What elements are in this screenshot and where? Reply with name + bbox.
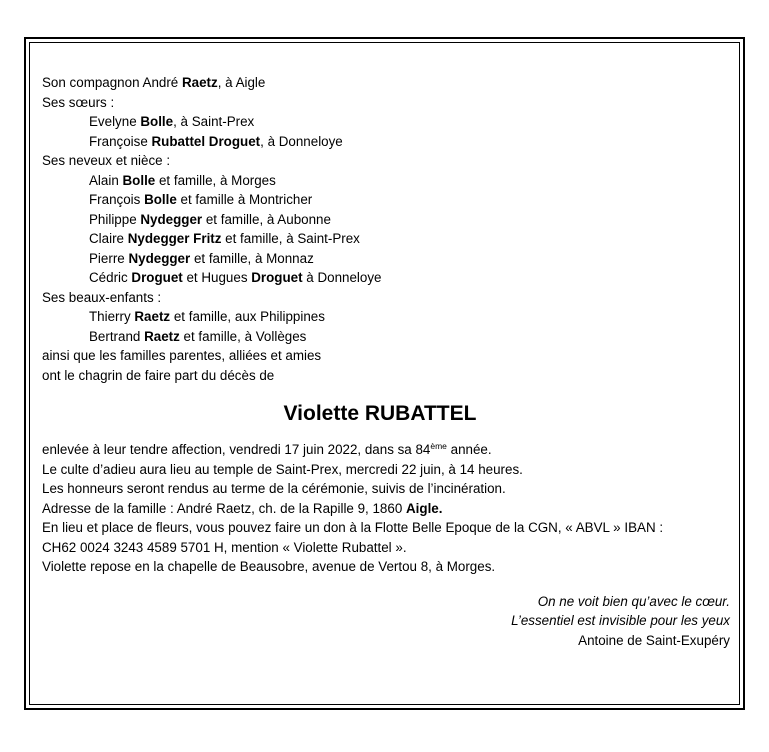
detail-line — [42, 499, 730, 519]
bold-name: Aigle. — [406, 500, 443, 516]
text-span: , à Donneloye — [260, 133, 343, 149]
bold-name: Bolle — [144, 192, 177, 207]
family-line — [42, 93, 730, 113]
text-span: Thierry — [89, 309, 135, 324]
text-span: et famille, à Aubonne — [202, 211, 331, 227]
text-span: et famille, à Morges — [155, 172, 276, 188]
text-span: ont le chagrin de faire part du décès de — [42, 367, 275, 383]
text-span: Françoise — [89, 133, 152, 149]
family-line — [42, 132, 730, 152]
detail-line — [42, 518, 730, 538]
text-span: année. — [446, 442, 492, 457]
text-span: à Donneloye — [302, 270, 382, 285]
detail-line — [42, 440, 730, 460]
text-span: En lieu et place de fleurs, vous pouvez faire un don à la Flotte Belle Epoque de la CGN, « ABVL » IBAN : — [42, 520, 664, 535]
family-list — [42, 73, 730, 385]
text-span: Les honneurs seront rendus au terme de la cérémonie, suivis de l’incinération. — [42, 481, 506, 496]
text-span: et famille, aux Philippines — [170, 309, 325, 324]
bold-name: Nydegger — [128, 250, 191, 266]
text-span: Son compagnon André — [42, 75, 182, 90]
bold-name: Droguet — [131, 270, 183, 285]
family-line — [42, 171, 730, 191]
deceased-name: Violette RUBATTEL — [283, 402, 477, 425]
details-list — [42, 440, 730, 577]
text-span: Le culte d’adieu aura lieu au temple de Saint-Prex, mercredi 22 juin, à 14 heures. — [42, 461, 523, 477]
bold-name: Raetz — [144, 328, 180, 344]
family-line — [42, 151, 730, 171]
family-line — [42, 210, 730, 230]
detail-line — [42, 479, 730, 499]
text-span: Philippe — [89, 211, 141, 227]
family-line — [42, 190, 730, 210]
family-line — [42, 366, 730, 386]
text-span: François — [89, 192, 145, 207]
bold-name: Nydegger — [140, 211, 203, 227]
text-span: enlevée à leur tendre affection, vendredi 17 juin 2022, dans sa 84 — [42, 442, 431, 457]
text-span: et famille, à Saint-Prex — [221, 231, 360, 246]
text-span: et famille à Montricher — [176, 192, 313, 207]
bold-name: Nydegger Fritz — [127, 231, 222, 246]
family-line — [42, 346, 730, 366]
text-span: CH62 0024 3243 4589 5701 H, mention « Violette Rubattel ». — [42, 539, 407, 555]
text-span: Pierre — [89, 250, 129, 266]
bold-name: Bolle — [140, 114, 174, 129]
detail-line — [42, 538, 730, 558]
text-span: et Hugues — [182, 270, 252, 285]
text-span: Violette repose en la chapelle de Beausobre, avenue de Vertou 8, à Morges. — [42, 559, 496, 574]
text-span: et famille, à Monnaz — [190, 250, 314, 266]
text-span: Adresse de la famille : André Raetz, ch. de la Rapille 9, 1860 — [42, 500, 406, 516]
quote-author: Antoine de Saint-Exupéry — [578, 632, 730, 648]
bold-name: Rubattel Droguet — [151, 133, 261, 149]
detail-line — [42, 557, 730, 577]
family-line — [42, 229, 730, 249]
obituary-notice — [42, 73, 730, 650]
text-span: , à Aigle — [217, 75, 266, 90]
bold-name: Bolle — [122, 172, 156, 188]
quote-line-1: On ne voit bien qu’avec le cœur. — [537, 593, 730, 609]
text-span: Bertrand — [89, 328, 145, 344]
bold-name: Raetz — [181, 75, 218, 90]
family-line — [42, 327, 730, 347]
family-line — [42, 249, 730, 269]
family-line — [42, 307, 730, 327]
family-line — [42, 288, 730, 308]
text-span: Evelyne — [89, 114, 141, 129]
quote-line-2: L’essentiel est invisible pour les yeux — [511, 613, 730, 628]
superscript: ème — [430, 441, 447, 451]
text-span: Ses sœurs : — [42, 94, 115, 110]
bold-name: Droguet — [251, 270, 303, 285]
text-span: , à Saint-Prex — [173, 114, 255, 129]
family-line — [42, 73, 730, 93]
family-line — [42, 112, 730, 132]
text-span: Ses neveux et nièce : — [42, 153, 171, 168]
bold-name: Raetz — [134, 309, 171, 324]
family-line — [42, 268, 730, 288]
text-span: Cédric — [89, 270, 132, 285]
text-span: Claire — [89, 231, 128, 246]
text-span: Ses beaux-enfants : — [42, 289, 162, 305]
text-span: ainsi que les familles parentes, alliées et amies — [42, 348, 322, 363]
detail-line — [42, 460, 730, 480]
quote-block — [42, 592, 730, 651]
text-span: Alain — [89, 172, 123, 188]
text-span: et famille, à Vollèges — [179, 328, 307, 344]
